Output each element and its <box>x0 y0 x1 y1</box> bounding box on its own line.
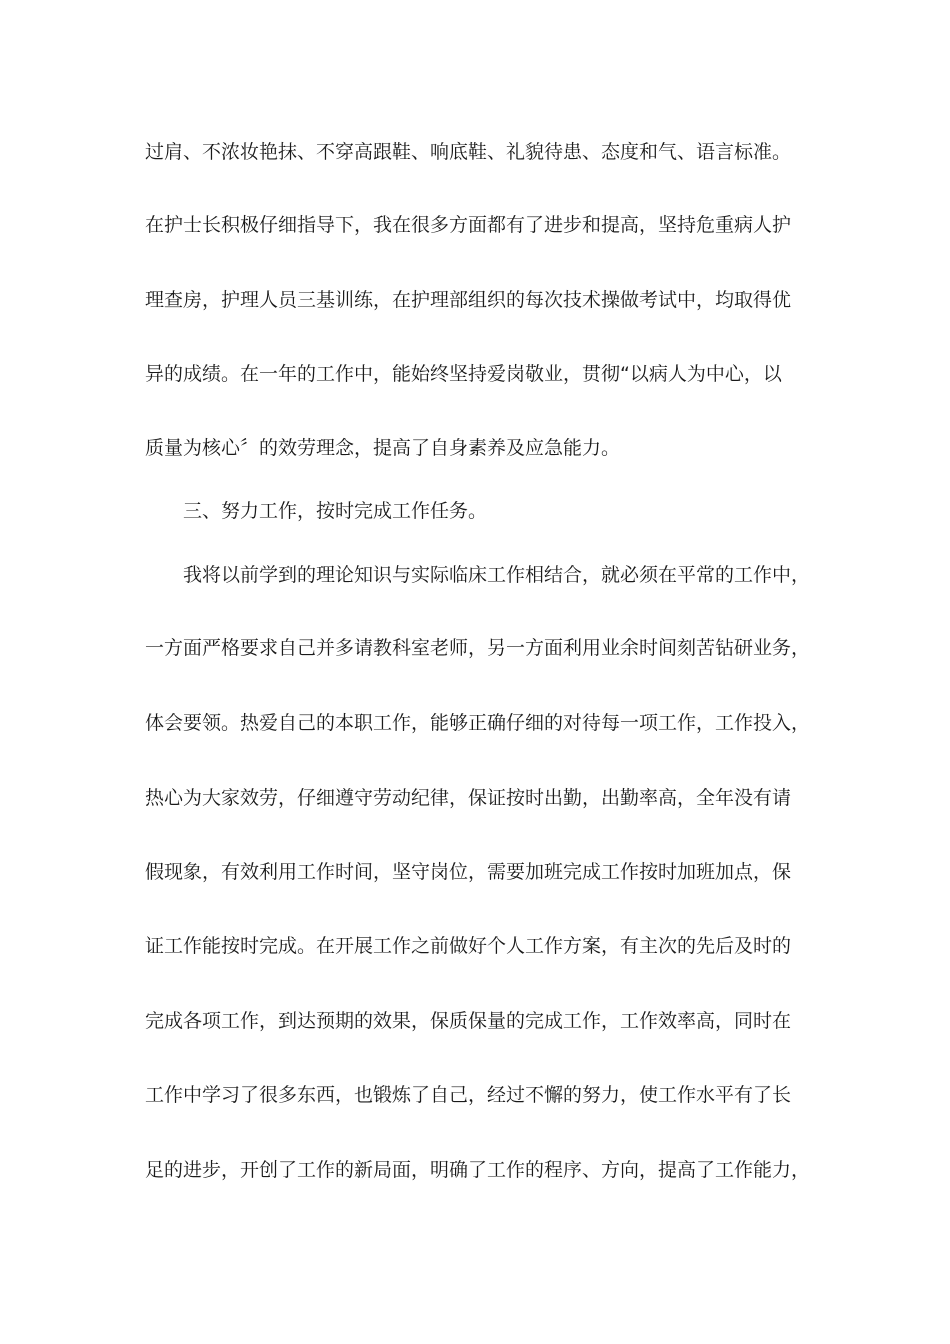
text-line: 理查房，护理人员三基训练，在护理部组织的每次技术操做考试中，均取得优 <box>145 289 792 311</box>
text-line: 异的成绩。在一年的工作中，能始终坚持爱岗敬业，贯彻“以病人为中心，以 <box>145 363 782 385</box>
text-line: 过肩、不浓妆艳抹、不穿高跟鞋、响底鞋、礼貌待患、态度和气、语言标准。 <box>145 141 792 163</box>
text-line: 体会要领。热爱自己的本职工作，能够正确仔细的对待每一项工作，工作投入， <box>145 712 811 734</box>
text-line: 热心为大家效劳，仔细遵守劳动纪律，保证按时出勤，出勤率高，全年没有请 <box>145 787 792 809</box>
text-line: 假现象，有效利用工作时间，坚守岗位，需要加班完成工作按时加班加点，保 <box>145 861 792 883</box>
text-line: 证工作能按时完成。在开展工作之前做好个人工作方案，有主次的先后及时的 <box>145 935 792 957</box>
text-line: 完成各项工作，到达预期的效果，保质保量的完成工作，工作效率高，同时在 <box>145 1010 792 1032</box>
text-line: 足的进步，开创了工作的新局面，明确了工作的程序、方向，提高了工作能力， <box>145 1159 811 1181</box>
section-heading: 三、努力工作，按时完成工作任务。 <box>183 500 488 522</box>
text-line: 一方面严格要求自己并多请教科室老师，另一方面利用业余时间刻苦钻研业务， <box>145 637 811 659</box>
text-line: 工作中学习了很多东西，也锻炼了自己，经过不懈的努力，使工作水平有了长 <box>145 1084 792 1106</box>
text-line: 质量为核心〞的效劳理念，提高了自身素养及应急能力。 <box>145 437 621 459</box>
text-line: 在护士长积极仔细指导下，我在很多方面都有了进步和提高，坚持危重病人护 <box>145 214 792 236</box>
paragraph-first-line: 我将以前学到的理论知识与实际临床工作相结合，就必须在平常的工作中， <box>183 564 811 586</box>
